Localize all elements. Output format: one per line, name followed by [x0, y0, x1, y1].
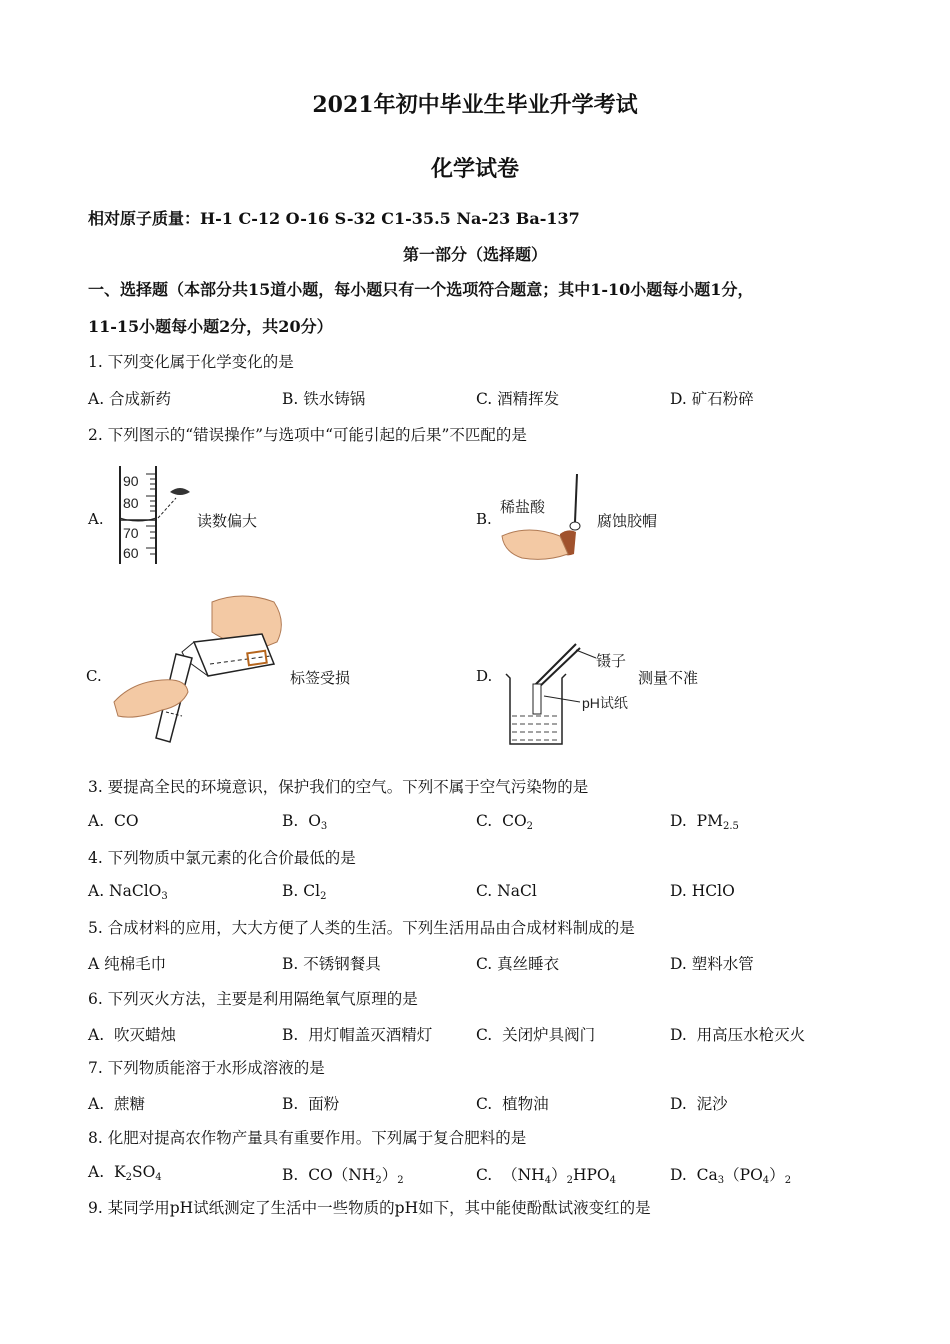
- scale-label-90: 90: [123, 473, 139, 489]
- question-3-option-b: B. $O_3$: [282, 812, 328, 832]
- question-2-option-a-result: 读数偏大: [197, 512, 258, 530]
- question-4-option-c: C. NaCl: [476, 882, 537, 900]
- question-4-option-d: D. HClO: [670, 882, 735, 900]
- pouring-liquid-figure: [112, 592, 287, 747]
- question-6-option-d: D. 用高压水枪灭火: [670, 1026, 806, 1044]
- atomic-masses: 相对原子质量：H-1 C-12 O-16 S-32 C1-35.5 Na-23 Ba-137: [88, 209, 580, 228]
- question-7-option-c: C. 植物油: [476, 1095, 549, 1113]
- dropper-acid-label: 稀盐酸: [500, 498, 546, 516]
- question-7-option-d: D. 泥沙: [670, 1095, 728, 1113]
- question-1-option-b: B. 铁水铸锅: [282, 390, 366, 408]
- question-8-option-d: D. $Ca_3(PO_4)_2$: [670, 1166, 792, 1186]
- question-2-option-c-result: 标签受损: [290, 669, 351, 687]
- question-5-option-d: D. 塑料水管: [670, 955, 754, 973]
- question-2-option-d-result: 测量不准: [638, 669, 699, 687]
- section-heading-line1: 一、选择题（本部分共15道小题，每小题只有一个选项符合题意；其中1-10小题每小题1分，: [88, 280, 754, 299]
- question-4-option-a: A. NaClO$_3$: [88, 882, 168, 902]
- question-3-option-a: A. CO: [88, 812, 139, 830]
- question-8-option-b: B. $CO(NH_2)_2$: [282, 1166, 404, 1186]
- scale-label-60: 60: [123, 545, 139, 561]
- question-6-option-a: A. 吹灭蜡烛: [88, 1026, 176, 1044]
- question-1-option-d: D. 矿石粉碎: [670, 390, 754, 408]
- question-1-stem: 1. 下列变化属于化学变化的是: [88, 353, 294, 371]
- scale-label-80: 80: [123, 495, 139, 511]
- tweezers-label: 镊子: [596, 652, 627, 670]
- question-5-option-b: B. 不锈钢餐具: [282, 955, 381, 973]
- question-8-stem: 8. 化肥对提高农作物产量具有重要作用。下列属于复合肥料的是: [88, 1129, 527, 1147]
- question-5-option-a: A 纯棉毛巾: [88, 955, 167, 973]
- question-5-stem: 5. 合成材料的应用，大大方便了人类的生活。下列生活用品由合成材料制成的是: [88, 919, 635, 937]
- question-9-stem: 9. 某同学用pH试纸测定了生活中一些物质的pH如下，其中能使酚酞试液变红的是: [88, 1199, 651, 1217]
- question-2-option-b-letter: B.: [476, 510, 492, 528]
- part-title: 第一部分（选择题）: [402, 245, 547, 264]
- section-heading-line2: 11-15小题每小题2分，共20分）: [88, 317, 333, 336]
- question-5-option-c: C. 真丝睡衣: [476, 955, 560, 973]
- question-8-option-a: A. $K_2SO_4$: [88, 1163, 162, 1183]
- question-7-option-a: A. 蔗糖: [88, 1095, 145, 1113]
- question-1-option-c: C. 酒精挥发: [476, 390, 560, 408]
- question-3-stem: 3. 要提高全民的环境意识，保护我们的空气。下列不属于空气污染物的是: [88, 778, 589, 796]
- question-2-option-d-letter: D.: [476, 667, 493, 685]
- ph-paper-label: pH试纸: [582, 695, 628, 711]
- question-6-option-c: C. 关闭炉具阀门: [476, 1026, 596, 1044]
- question-7-stem: 7. 下列物质能溶于水形成溶液的是: [88, 1059, 325, 1077]
- question-7-option-b: B. 面粉: [282, 1095, 340, 1113]
- question-2-option-c-letter: C.: [86, 667, 102, 685]
- question-6-stem: 6. 下列灭火方法，主要是利用隔绝氧气原理的是: [88, 990, 418, 1008]
- question-8-option-c: C. $(NH_4)_2HPO_4$: [476, 1166, 616, 1186]
- question-4-option-b: B. $Cl_2$: [282, 882, 327, 902]
- cylinder-reading-figure: [112, 462, 197, 567]
- dropper-figure: [498, 470, 588, 565]
- question-3-option-c: C. $CO_2$: [476, 812, 534, 832]
- question-4-stem: 4. 下列物质中氯元素的化合价最低的是: [88, 849, 356, 867]
- question-2-option-a-letter: A.: [88, 510, 104, 528]
- scale-label-70: 70: [123, 525, 139, 541]
- question-6-option-b: B. 用灯帽盖灭酒精灯: [282, 1026, 433, 1044]
- question-2-stem: 2. 下列图示的“错误操作”与选项中“可能引起的后果”不匹配的是: [88, 426, 527, 444]
- exam-subject: 化学试卷: [430, 156, 519, 182]
- question-2-option-b-result: 腐蚀胶帽: [597, 512, 658, 530]
- exam-title: 2021年初中毕业生毕业升学考试: [312, 92, 638, 118]
- question-3-option-d: D. $PM_{2.5}$: [670, 812, 739, 832]
- question-1-option-a: A. 合成新药: [88, 390, 172, 408]
- ph-paper-beaker-figure: [500, 640, 640, 750]
